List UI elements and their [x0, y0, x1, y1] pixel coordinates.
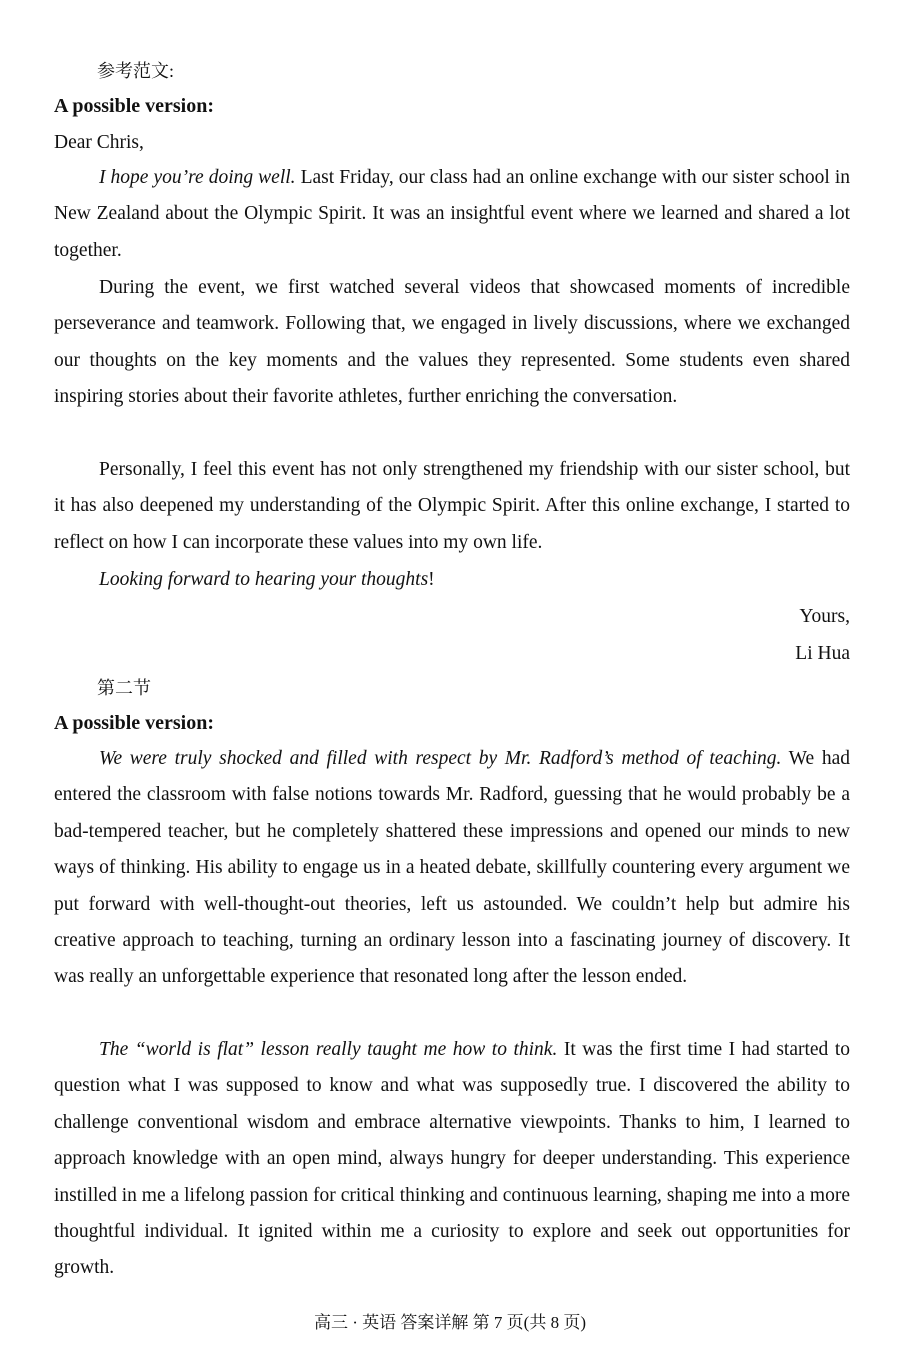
letter-paragraph-3: Personally, I feel this event has not only strengthened my friendship with our sister school, but it has also deepened my understanding of the Olympic Spirit. After this online exchange, I started to reflect on how I can incorporate these values into my own life. — [54, 459, 850, 553]
letter-closing-text: Looking forward to hearing your thoughts — [99, 569, 429, 590]
essay-paragraph-1 — [54, 741, 850, 996]
letter-signature: Li Hua — [795, 643, 850, 664]
letter-paragraph-1-lead: I hope you’re doing well. — [99, 167, 296, 188]
letter-salutation: Dear Chris, — [54, 132, 144, 153]
letter-paragraph-1 — [54, 160, 850, 269]
letter-paragraph-1-body: Last Friday, our class had an online exchange with our sister school in New Zealand about the Olympic Spirit. It was an insightful event where we learned and shared a lot together. — [54, 167, 850, 261]
essay-paragraph-2 — [54, 1032, 850, 1287]
essay-paragraph-2-body: It was the first time I had started to question what I was supposed to know and what was supposedly true. I discovered the ability to challenge conventional wisdom and embrace alternative viewpoints. Thanks to him, I learned to approach knowledge with an open mind, always hungry for deeper understanding. This experience instilled in me a lifelong passion for critical thinking and continuous learning, shaping me into a more thoughtful individual. It ignited within me a curiosity to explore and seek out opportunities for growth. — [54, 1039, 850, 1279]
page-footer: 高三 · 英语 答案详解 第 7 页(共 8 页) — [314, 1313, 586, 1332]
letter-signoff: Yours, — [799, 606, 850, 627]
section-label-reference: 参考范文: — [97, 61, 175, 81]
section-heading: A possible version: — [54, 95, 215, 117]
essay-paragraph-1-lead: We were truly shocked and filled with respect by Mr. Radford’s method of teaching. — [99, 748, 782, 769]
letter-closing — [54, 562, 850, 598]
section-heading-2: A possible version: — [54, 712, 215, 734]
letter-closing-mark: ! — [428, 569, 435, 590]
essay-paragraph-2-lead: The “world is flat” lesson really taught me how to think. — [99, 1039, 558, 1060]
section-label-part-two: 第二节 — [97, 678, 151, 698]
letter-paragraph-2: During the event, we first watched several videos that showcased moments of incredible perseverance and teamwork. Following that, we engaged in lively discussions, where we exchanged our thoughts on the key moments and the values they represented. Some students even shared inspiring stories about their favorite athletes, further enriching the conversation. — [54, 277, 850, 408]
essay-paragraph-1-body: We had entered the classroom with false notions towards Mr. Radford, guessing that he would probably be a bad-tempered teacher, but he completely shattered these impressions and opened our minds to new ways of thinking. His ability to engage us in a heated debate, skillfully countering every argument we put forward with well-thought-out theories, left us astounded. We couldn’t help but admire his creative approach to teaching, turning an ordinary lesson into a fascinating journey of discovery. It was really an unforgettable experience that resonated long after the lesson ended. — [54, 748, 851, 988]
